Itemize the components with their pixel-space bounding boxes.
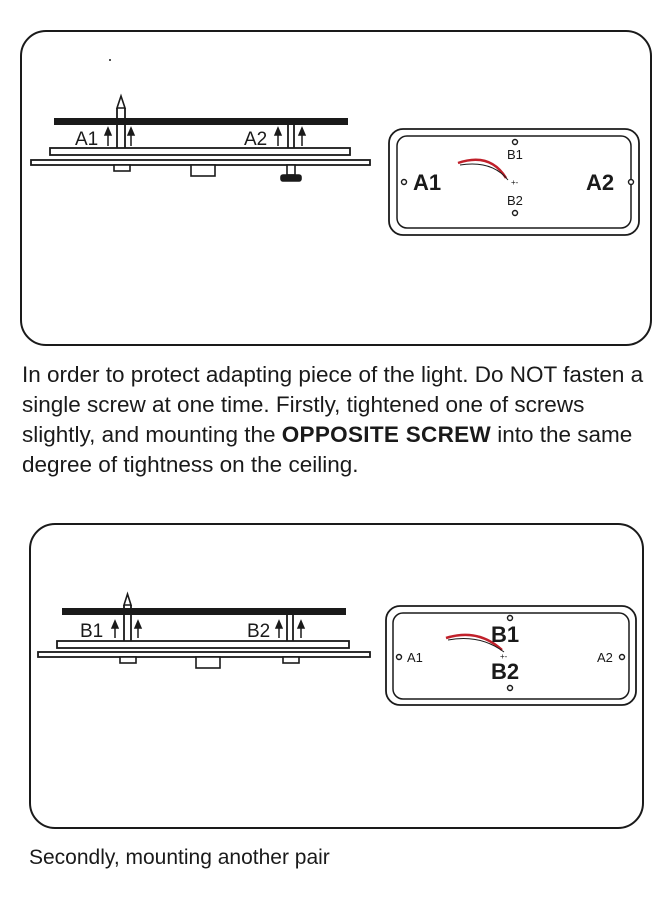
- ceiling-bar: [62, 608, 346, 615]
- mounting-plate: [57, 641, 349, 648]
- bolt-b1-icon: [124, 594, 131, 641]
- terminal-mark: +-: [511, 178, 519, 187]
- plate-label-left: A1: [413, 170, 442, 195]
- caption-text: In order to protect adapting piece of the light. Do NOT fasten a single screw at one time. Firstly, tightened one of screws slightly, and mounting the: [22, 362, 644, 447]
- arrow-up-icon: [112, 621, 141, 638]
- side-label-left: A1: [75, 129, 99, 150]
- plate-label-bottom: B2: [507, 193, 523, 208]
- caption-text: into the same degree of tightness on the ceiling.: [22, 422, 633, 477]
- side-label-left: B1: [80, 621, 104, 642]
- arrow-up-icon: [276, 621, 304, 638]
- fixture-feet: [120, 657, 299, 668]
- plate-label-right: A2: [597, 650, 613, 665]
- caption-emphasis: OPPOSITE SCREW: [281, 422, 491, 447]
- plate-label-right: A2: [586, 170, 615, 195]
- plate-label-top: B1: [491, 622, 520, 647]
- side-label-right: A2: [244, 129, 268, 150]
- bolt-b2-icon: [287, 615, 293, 641]
- step-2-caption: Secondly, mounting another pair: [29, 846, 330, 869]
- side-label-right: B2: [247, 621, 271, 642]
- plate-label-top: B1: [507, 147, 523, 162]
- terminal-mark: +-: [500, 652, 508, 661]
- plate-label-left: A1: [407, 650, 423, 665]
- plate-label-bottom: B2: [491, 659, 520, 684]
